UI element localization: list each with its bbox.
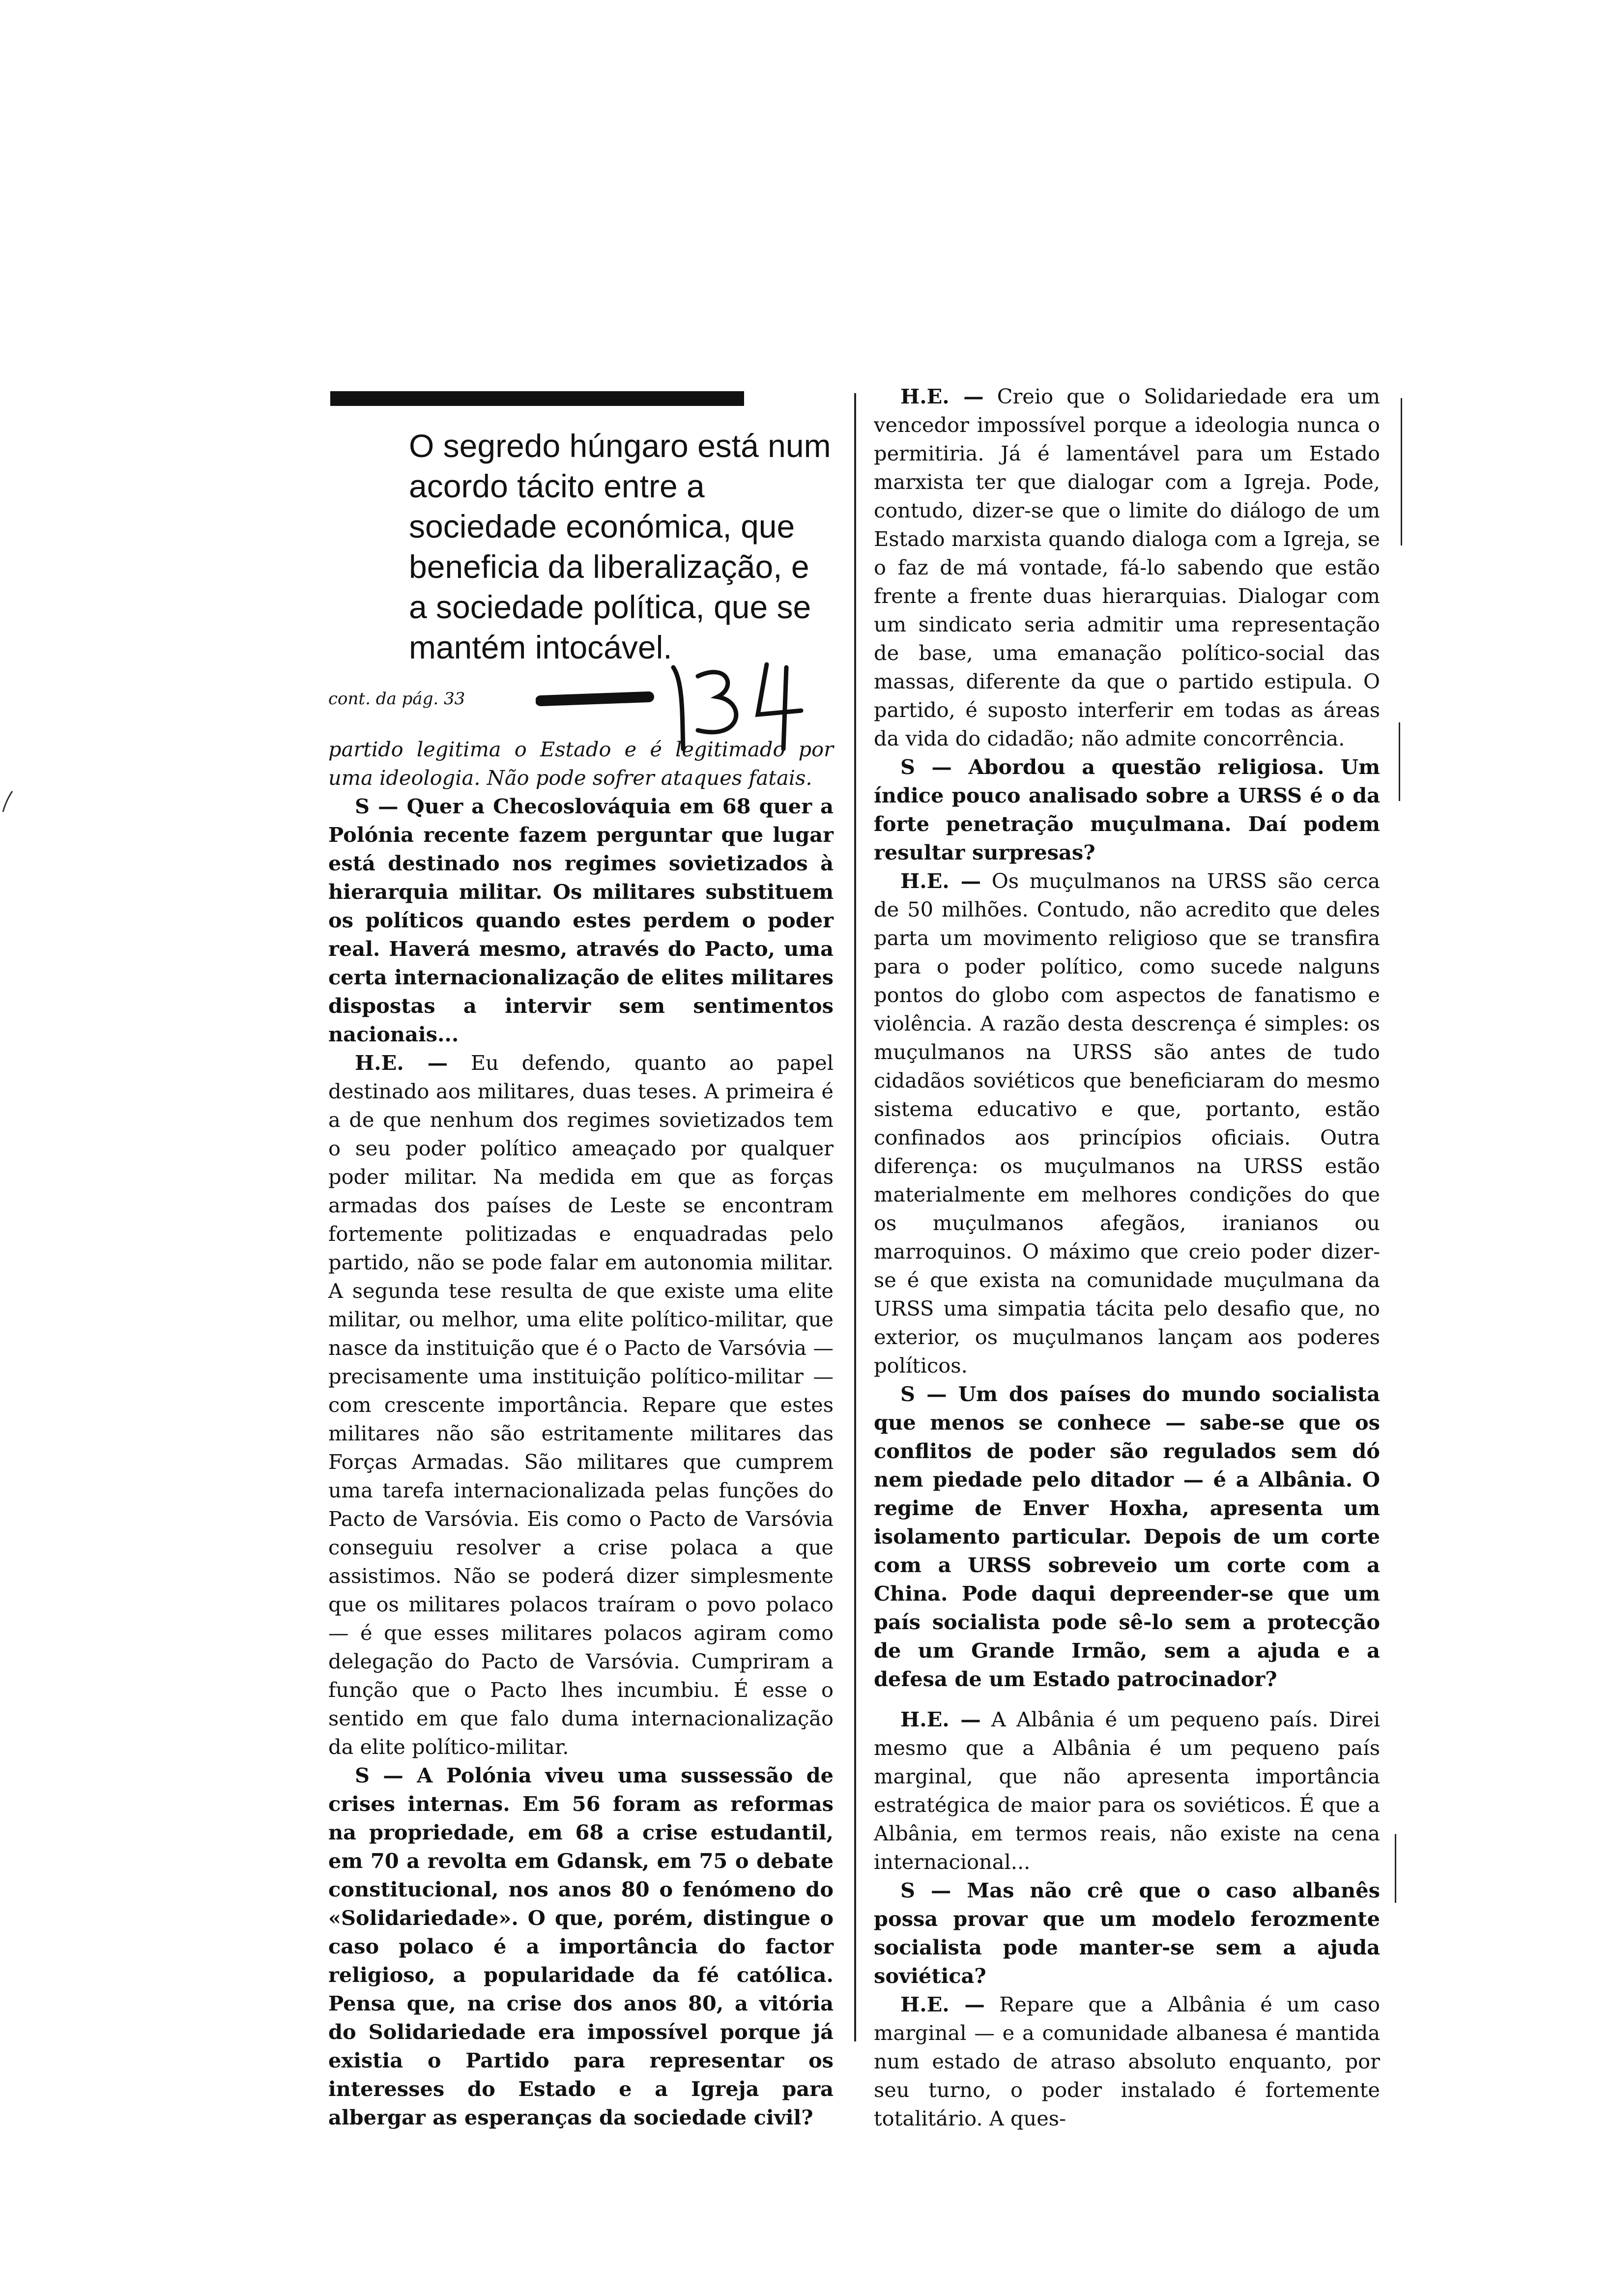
- question-paragraph: S — A Polónia viveu uma sussessão de crises internas. Em 56 foram as reformas na propriedade, em 68 a crise estudantil, em 70 a revolta em Gdansk, em 75 o debate constitucional, nos anos 80 o fenómeno do «Solidariedade». O que, porém, distingue o caso polaco é a importância do factor religioso, a popularidade da fé católica. Pensa que, na crise dos anos 80, a vitória do Solidariedade era impossível porque já existia o Partido para representar os interesses do Estado e a Igreja para albergar as esperanças da sociedade civil?: [328, 1763, 834, 2129]
- margin-line-top: [1401, 398, 1402, 545]
- header-rule-bar: [330, 391, 744, 406]
- continuation-note: cont. da pág. 33: [328, 689, 465, 709]
- question-paragraph: S — Abordou a questão religiosa. Um índice pouco analisado sobre a URSS é o da forte penetração muçulmana. Daí podem resultar surpresas?: [874, 755, 1380, 864]
- answer-paragraph: H.E. — Os muçulmanos na URSS são cerca de 50 milhões. Contudo, não acredito que deles parta um movimento religioso que se transfira para o poder político, como sucede nalguns pontos do globo com aspectos de fanatismo e violência. A razão desta descrença é simples: os muçulmanos na URSS são antes de tudo cidadãos soviéticos que beneficiaram do mesmo sistema educativo e que, portanto, estão confinados aos princípios oficiais. Outra diferença: os muçulmanos na URSS estão materialmente em melhores condições do que os muçulmanos afegãos, iranianos ou marroquinos. O máximo que creio poder dizer-se é que exista na comunidade muçulmana da URSS uma simpatia tácita pelo desafio que, no exterior, os muçulmanos lançam aos poderes políticos.: [874, 869, 1380, 1378]
- continued-answer: partido legitima o Estado e é legitimado por uma ideologia. Não pode sofrer ataques fatais.: [328, 737, 834, 790]
- left-column: [328, 735, 834, 2132]
- right-column: [874, 382, 1380, 2133]
- answer-paragraph: H.E. — Eu defendo, quanto ao papel destinado aos militares, duas teses. A primeira é a de que nenhum dos regimes sovietizados tem o seu poder político ameaçado por qualquer poder militar. Na medida em que as forças armadas dos países de Leste se encontram fortemente politizadas e enquadradas pelo partido, não se pode falar em autonomia militar. A segunda tese resulta de que existe uma elite militar, ou melhor, uma elite político-militar, que nasce da instituição que é o Pacto de Varsóvia — precisamente uma instituição político-militar — com crescente importância. Repare que estes militares não são estritamente militares das Forças Armadas. São militares que cumprem uma tarefa internacionalizada pelas funções do Pacto de Varsóvia. Eis como o Pacto de Varsóvia conseguiu resolver a crise polaca a que assistimos. Não se poderá dizer simplesmente que os militares polacos traíram o povo polaco — é que esses militares polacos agiram como delegação do Pacto de Varsóvia. Cumpriram a função que o Pacto lhes incumbiu. É esse o sentido em que falo duma internacionalização da elite político-militar.: [328, 1051, 834, 1759]
- answer-paragraph: H.E. — A Albânia é um pequeno país. Direi mesmo que a Albânia é um pequeno país marginal, que não apresenta importância estratégica de maior para os soviéticos. É que a Albânia, em termos reais, não existe na cena internacional...: [874, 1707, 1380, 1874]
- margin-line-mid: [1399, 722, 1400, 801]
- margin-mark: [1, 790, 14, 813]
- margin-line-bottom: [1395, 1834, 1396, 1903]
- answer-paragraph: H.E. — Repare que a Albânia é um caso marginal — e a comunidade albanesa é mantida num estado de atraso absoluto enquanto, por seu turno, o poder instalado é fortemente totalitário. A ques-: [874, 1992, 1380, 2130]
- answer-paragraph: H.E. — Creio que o Solidariedade era um vencedor impossível porque a ideologia nunca o permitiria. Já é lamentável para um Estado marxista ter que dialogar com a Igreja. Pode, contudo, dizer-se que o limite do diálogo de um Estado marxista quando dialoga com a Igreja, se o faz de má vontade, fá-lo sabendo que estão frente a frente duas hierarquias. Dialogar com um sindicato seria admitir uma representação de base, uma emanação político-social das massas, diferente da que o partido estipula. O partido, é suposto interferir em todas as áreas da vida do cidadão; não admite concorrência.: [874, 384, 1380, 750]
- question-paragraph: S — Mas não crê que o caso albanês possa provar que um modelo ferozmente socialista pode manter-se sem a ajuda soviética?: [874, 1878, 1381, 1988]
- question-paragraph: S — Um dos países do mundo socialista que menos se conhece — sabe-se que os conflitos de poder são regulados sem dó nem piedade pelo ditador — é a Albânia. O regime de Enver Hoxha, apresenta um isolamento particular. Depois de um corte com a URSS sobreveio um corte com a China. Pode daqui depreender-se que um país socialista pode sê-lo sem a protecção de um Grande Irmão, sem a ajuda e a defesa de um Estado patrocinador?: [874, 1382, 1380, 1691]
- pull-quote: O segredo húngaro está num acordo tácito entre a sociedade económica, que beneficia da liberalização, e a sociedade política, que se mantém intocável.: [409, 428, 831, 665]
- column-divider: [854, 393, 856, 2041]
- question-paragraph: S — Quer a Checoslováquia em 68 quer a Polónia recente fazem perguntar que lugar está destinado nos regimes sovietizados à hierarquia militar. Os militares substituem os políticos quando estes perdem o poder real. Haverá mesmo, através do Pacto, uma certa internacionalização de elites militares dispostas a intervir sem sentimentos nacionais...: [328, 794, 834, 1046]
